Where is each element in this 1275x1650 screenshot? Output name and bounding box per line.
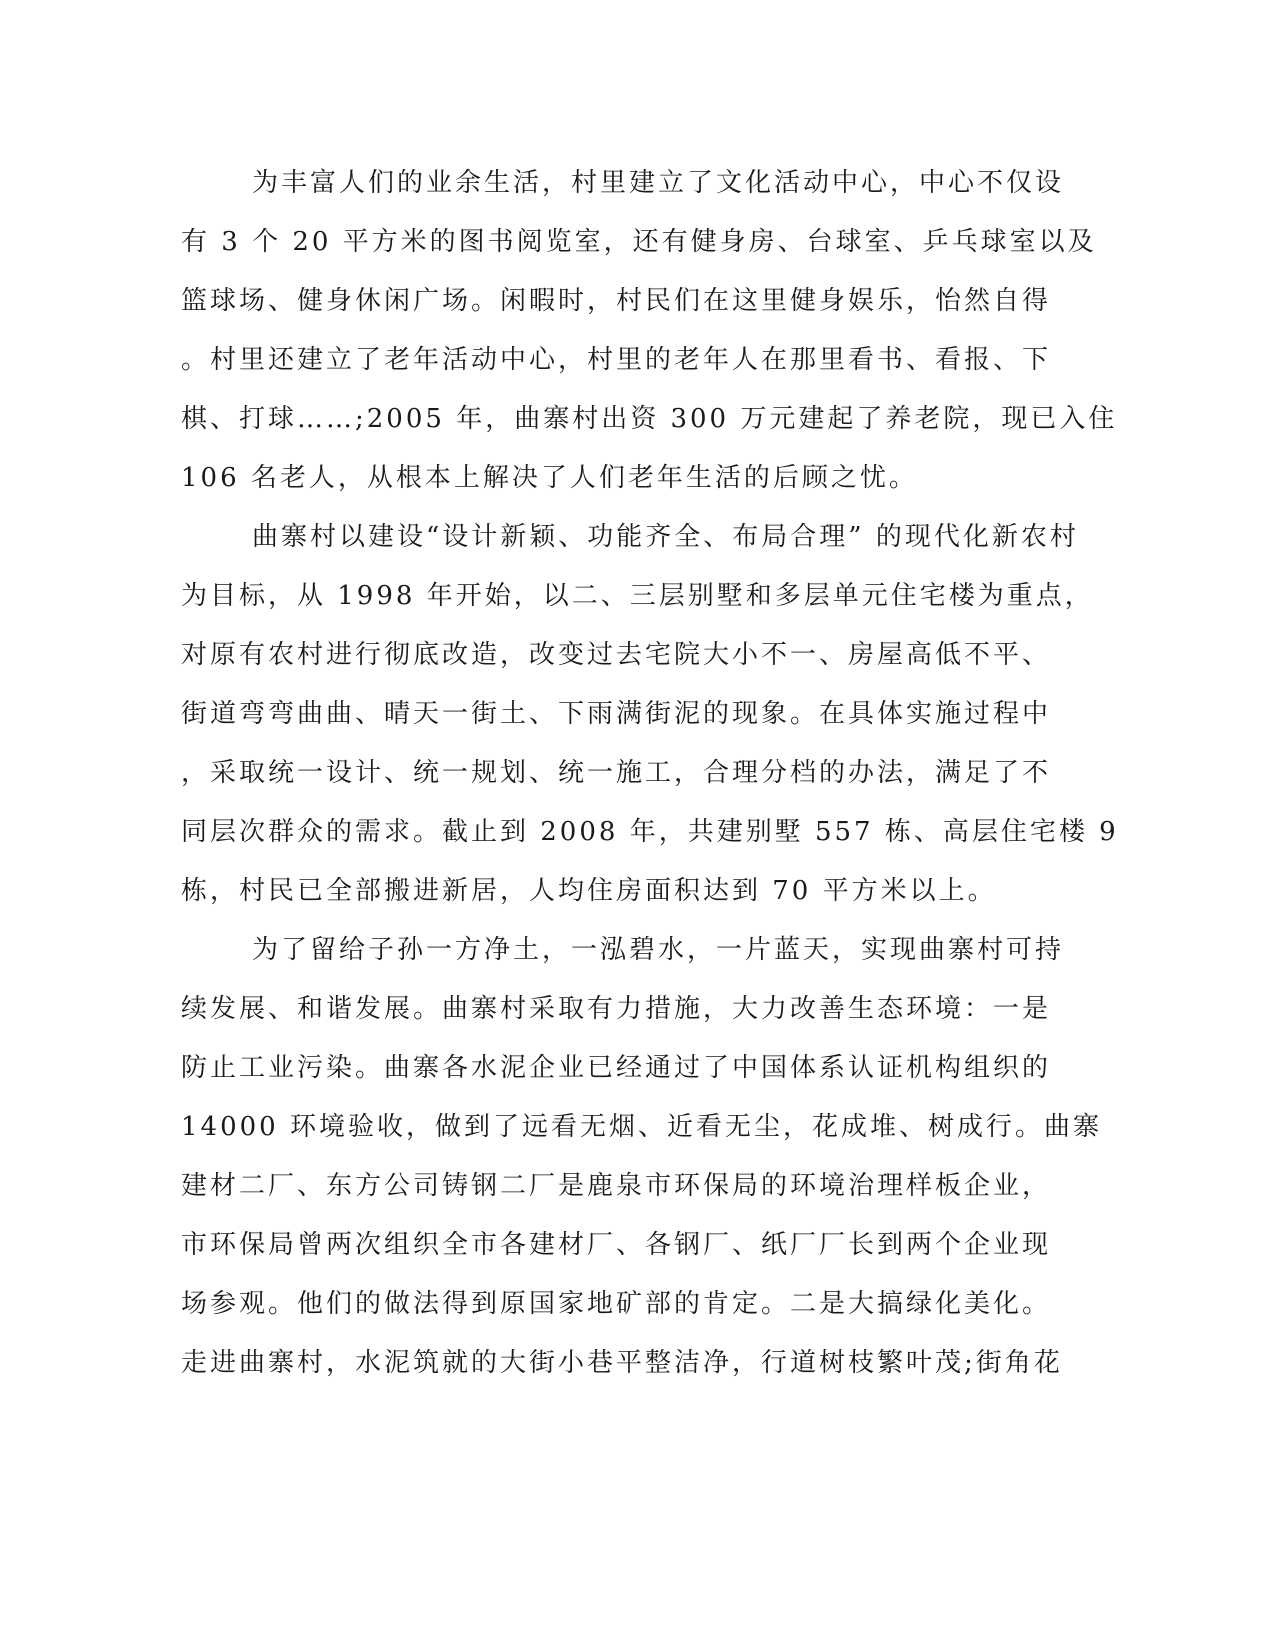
paragraph-3-line-3: 防止工业污染。曲寨各水泥企业已经通过了中国体系认证机构组织的 bbox=[181, 1053, 1052, 1083]
paragraph-1-line-3: 篮球场、健身休闲广场。闲暇时，村民们在这里健身娱乐，怡然自得 bbox=[181, 286, 1052, 316]
paragraph-3-line-4: 14000 环境验收，做到了远看无烟、近看无尘，花成堆、树成行。曲寨 bbox=[181, 1112, 1102, 1142]
paragraph-2-line-2: 为目标，从 1998 年开始，以二、三层别墅和多层单元住宅楼为重点， bbox=[181, 581, 1094, 611]
paragraph-2-line-1: 曲寨村以建设“设计新颖、功能齐全、布局合理” 的现代化新农村 bbox=[252, 522, 1079, 552]
paragraph-2-line-6: 同层次群众的需求。截止到 2008 年，共建别墅 557 栋、高层住宅楼 9 bbox=[181, 817, 1119, 847]
paragraph-3-line-7: 场参观。他们的做法得到原国家地矿部的肯定。二是大搞绿化美化。 bbox=[181, 1289, 1052, 1319]
paragraph-1-line-4: 。村里还建立了老年活动中心，村里的老年人在那里看书、看报、下 bbox=[181, 345, 1052, 375]
paragraph-3-line-5: 建材二厂、东方公司铸钢二厂是鹿泉市环保局的环境治理样板企业， bbox=[181, 1171, 1052, 1201]
paragraph-3-line-8: 走进曲寨村，水泥筑就的大街小巷平整洁净，行道树枝繁叶茂;街角花 bbox=[181, 1348, 1063, 1378]
paragraph-1-line-6: 106 名老人，从根本上解决了人们老年生活的后顾之忧。 bbox=[181, 463, 918, 493]
paragraph-3-line-6: 市环保局曾两次组织全市各建材厂、各钢厂、纸厂厂长到两个企业现 bbox=[181, 1230, 1052, 1260]
paragraph-2-line-4: 街道弯弯曲曲、晴天一街土、下雨满街泥的现象。在具体实施过程中 bbox=[181, 699, 1052, 729]
paragraph-2-line-5: ，采取统一设计、统一规划、统一施工，合理分档的办法，满足了不 bbox=[181, 758, 1052, 788]
paragraph-2-line-7: 栋，村民已全部搬进新居，人均住房面积达到 70 平方米以上。 bbox=[181, 876, 997, 906]
paragraph-3-line-1: 为了留给子孙一方净土，一泓碧水，一片蓝天，实现曲寨村可持 bbox=[252, 935, 1065, 965]
paragraph-2-line-3: 对原有农村进行彻底改造，改变过去宅院大小不一、房屋高低不平、 bbox=[181, 640, 1052, 670]
paragraph-1-line-1: 为丰富人们的业余生活，村里建立了文化活动中心，中心不仅设 bbox=[252, 168, 1065, 198]
paragraph-1-line-5: 棋、打球……;2005 年，曲寨村出资 300 万元建起了养老院，现已入住 bbox=[181, 404, 1118, 434]
paragraph-3-line-2: 续发展、和谐发展。曲寨村采取有力措施，大力改善生态环境：一是 bbox=[181, 994, 1052, 1024]
paragraph-1-line-2: 有 3 个 20 平方米的图书阅览室，还有健身房、台球室、乒乓球室以及 bbox=[181, 227, 1097, 257]
